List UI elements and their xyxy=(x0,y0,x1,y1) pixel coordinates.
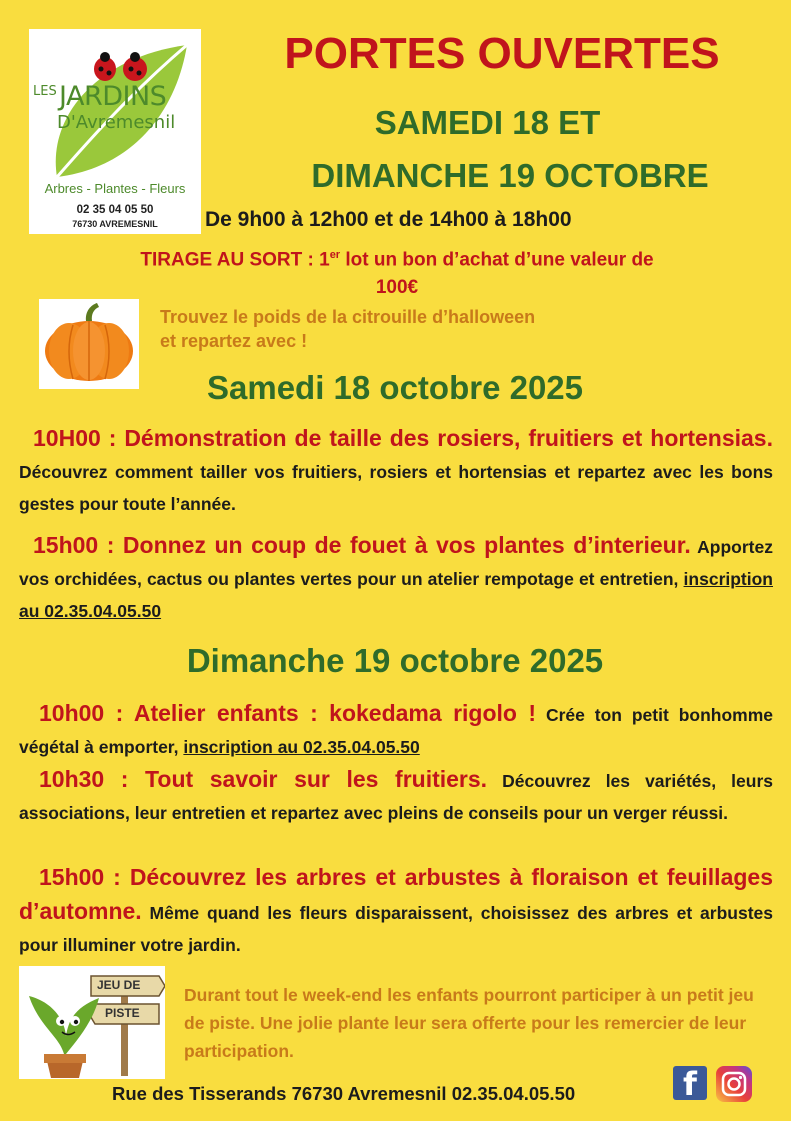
event-description: Crée ton petit bonhomme végétal à emporter, xyxy=(19,705,773,757)
event-title: 15h00 : Donnez un coup de fouet à vos plantes d’interieur. xyxy=(33,532,691,558)
registration-phone: inscription au 02.35.04.05.50 xyxy=(19,569,773,621)
facebook-icon[interactable] xyxy=(673,1065,707,1103)
saturday-event-1 xyxy=(19,422,773,520)
registration-phone: inscription au 02.35.04.05.50 xyxy=(183,737,420,757)
event-description: Découvrez comment tailler vos fruitiers, rosiers et hortensias et repartez avec les bons gestes pour toute l’année. xyxy=(19,462,773,514)
event-description: Découvrez les variétés, leurs associations, leur entretien et repartez avec pleins de conseils pour un verger réussi. xyxy=(19,771,773,823)
event-description: Apportez vos orchidées, cactus ou plantes vertes pour un atelier rempotage et entretien, xyxy=(19,537,773,589)
event-description: Même quand les fleurs disparaissent, choisissez des arbres et arbustes pour illuminer votre jardin. xyxy=(19,903,773,955)
sign-bottom: PISTE xyxy=(105,1006,140,1020)
plant-mascot-icon xyxy=(19,966,165,1079)
logo-town: 76730 AVREMESNIL xyxy=(72,219,158,229)
raffle-rest: lot un bon d’achat d’une valeur de xyxy=(340,249,654,271)
sunday-heading: Dimanche 19 octobre 2025 xyxy=(186,642,604,679)
logo-tagline: Arbres - Plantes - Fleurs xyxy=(44,181,186,196)
event-title: 10H00 : Démonstration de taille des rosiers, fruitiers et hortensias. xyxy=(33,425,773,451)
instagram-icon[interactable] xyxy=(716,1066,752,1102)
pumpkin-line-1: Trouvez le poids de la citrouille d’halloween xyxy=(160,307,536,327)
instagram-glyph-icon xyxy=(716,1066,752,1102)
sunday-event-2 xyxy=(19,763,773,829)
page-title: PORTES OUVERTES xyxy=(284,29,720,78)
event-title: 10h00 : Atelier enfants : kokedama rigolo ! xyxy=(39,700,537,726)
logo-les: LES xyxy=(33,84,57,99)
footer-address: Rue des Tisserands 76730 Avremesnil 02.35.04.05.50 xyxy=(112,1083,576,1104)
logo-jardins: JARDINS xyxy=(59,81,167,112)
pumpkin-image xyxy=(39,299,139,389)
opening-hours: De 9h00 à 12h00 et de 14h00 à 18h00 xyxy=(205,208,572,231)
raffle-sup: er xyxy=(329,249,341,261)
raffle-amount: 100€ xyxy=(375,277,419,299)
date-line-2: DIMANCHE 19 OCTOBRE xyxy=(311,157,709,194)
sign-top: JEU DE xyxy=(97,978,141,992)
treasure-hunt-text: Durant tout le week-end les enfants pourront participer à un petit jeu de piste. Une jolie plante leur sera offerte pour les remercier de leur participation. xyxy=(184,985,754,1061)
date-line-1: SAMEDI 18 ET xyxy=(374,104,601,141)
logo-avremesnil: D'Avremesnil xyxy=(57,112,176,133)
pumpkin-line-2: et repartez avec ! xyxy=(160,331,308,351)
logo xyxy=(29,29,201,234)
pumpkin-text xyxy=(160,305,680,353)
saturday-event-2 xyxy=(19,529,773,627)
facebook-letter: f xyxy=(683,1065,697,1103)
raffle-text xyxy=(22,241,772,302)
event-title: 10h30 : Tout savoir sur les fruitiers. xyxy=(39,766,488,792)
sunday-event-3 xyxy=(19,861,773,961)
treasure-hunt-image xyxy=(19,966,165,1079)
pumpkin-icon xyxy=(39,299,139,389)
raffle-prefix: TIRAGE AU SORT : 1 xyxy=(140,249,330,271)
event-title: 15h00 : Découvrez les arbres et arbustes à floraison et feuillages d’automne. xyxy=(19,864,773,924)
sunday-event-1 xyxy=(19,697,773,763)
logo-phone: 02 35 04 05 50 xyxy=(76,204,154,216)
saturday-heading: Samedi 18 octobre 2025 xyxy=(206,369,584,406)
